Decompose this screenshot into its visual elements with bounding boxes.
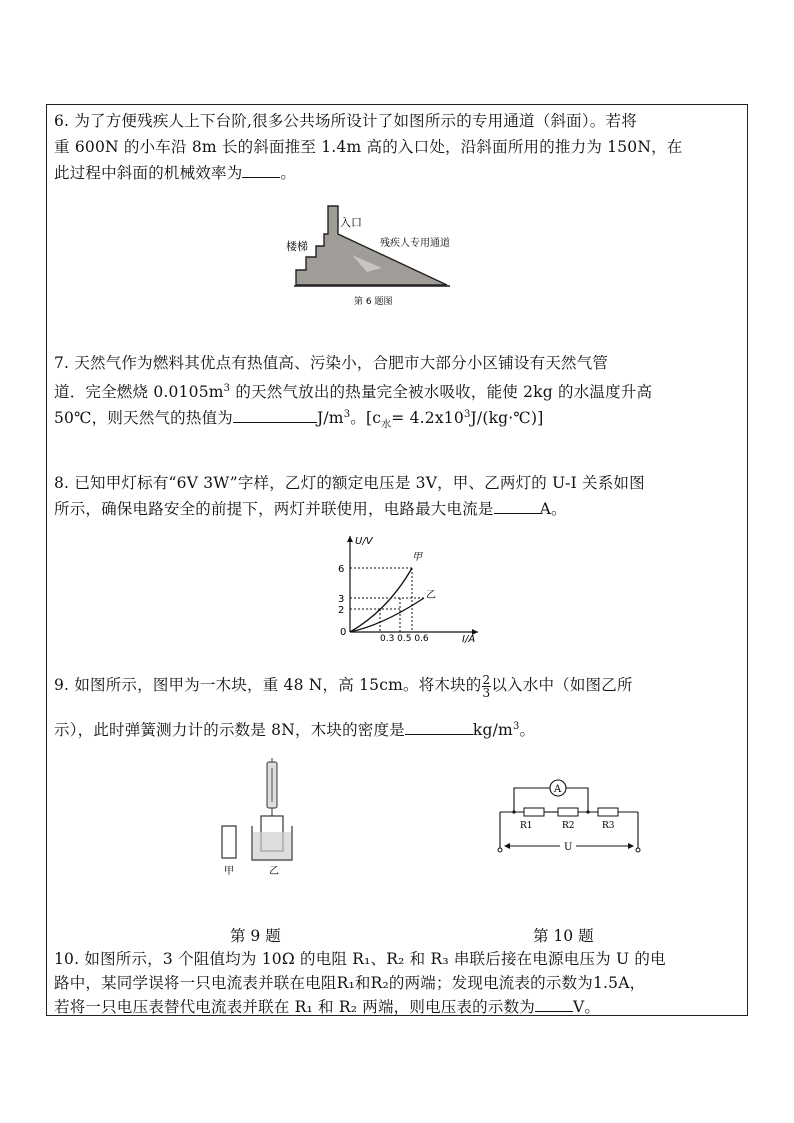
entry-label: 入口 (340, 216, 362, 229)
ui-graph (328, 530, 488, 645)
stairs-label: 楼梯 (286, 240, 308, 253)
y-tick-2: 2 (338, 605, 345, 616)
y-axis-label: U/V (355, 536, 373, 547)
r3-label: R3 (602, 821, 615, 831)
voltage-label: U (564, 842, 573, 853)
ramp-figure (286, 200, 460, 308)
label-yi: 乙 (426, 590, 436, 601)
ammeter-label: A (554, 784, 562, 795)
origin-label: 0 (340, 627, 347, 638)
resistor-r1 (524, 808, 544, 816)
answer-blank[interactable] (242, 162, 280, 178)
q10-line1: 10. 如图所示，3 个阻值均为 10Ω 的电阻 R₁、R₂ 和 R₃ 串联后接在电源电压为 U 的电 (54, 950, 666, 968)
q10-line3: 若将一只电压表替代电流表并联在 R₁ 和 R₂ 两端，则电压表的示数为 V。 (54, 998, 601, 1016)
r1-label: R1 (520, 821, 533, 831)
resistor-r3 (598, 808, 618, 816)
q6-line3: 此过程中斜面的机械效率为 。 (54, 164, 297, 182)
water (253, 832, 291, 859)
q9-line1: 9. 如图所示，图甲为一木块，重 48 N，高 15cm。将木块的 $\frac{2}{3}$ 以入水中（如图乙所 (54, 672, 633, 700)
q7-line1: 7. 天然气作为燃料其优点有热值高、污染小，合肥市大部分小区铺设有天然气管 (54, 354, 609, 372)
label-yi: 乙 (269, 866, 279, 877)
q10-circuit (494, 770, 644, 856)
y-arrow (347, 536, 353, 542)
q9-caption: 第 9 题 (230, 927, 281, 945)
q9-figure (212, 758, 322, 878)
q8-line2: 所示，确保电路安全的前提下，两灯并联使用，电路最大电流是 A。 (54, 500, 567, 518)
r2-label: R2 (562, 821, 575, 831)
x-axis-label: I/A (462, 634, 476, 645)
resistor-r2 (558, 808, 578, 816)
q9-line2: 示），此时弹簧测力计的示数是 8N，木块的密度是 $kg/m^3$。 (54, 721, 536, 740)
q6-line1: 6. 为了方便残疾人上下台阶,很多公共场所设计了如图所示的专用通道（斜面）。若将 (54, 112, 637, 130)
q6-line2: 重 600N 的小车沿 8m 长的斜面推至 1.4m 高的入口处，沿斜面所用的推力为 150N，在 (54, 138, 683, 156)
q8-line1: 8. 已知甲灯标有“6V 3W”字样，乙灯的额定电压是 3V，甲、乙两灯的 U-I 关系如图 (54, 474, 645, 492)
x-ticks: 0.3 0.5 0.6 (380, 634, 429, 644)
answer-blank[interactable] (494, 498, 540, 514)
label-jia: 甲 (224, 866, 234, 877)
q10-caption: 第 10 题 (533, 927, 594, 945)
answer-blank[interactable] (535, 996, 573, 1012)
q7-line2: 道．完全燃烧 $0.0105m^3$ 的天然气放出的热量完全被水吸收，能使 2kg 的水温度升高 (54, 383, 653, 402)
answer-blank[interactable] (405, 719, 473, 735)
q10-line2: 路中，某同学误将一只电流表并联在电阻R₁和R₂的两端；发现电流表的示数为1.5A， (54, 974, 646, 992)
y-tick-3: 3 (338, 594, 345, 605)
y-tick-6: 6 (338, 564, 345, 575)
q7-line3: 50℃，则天然气的热值为 $J/m^3$。[$c_水=$ $4.2x10^3J/(kg\cdot℃)$] (54, 409, 544, 431)
label-jia: 甲 (412, 552, 422, 563)
wood-block-jia (222, 826, 236, 858)
fraction-two-thirds: $\frac{2}{3}$ (482, 672, 491, 700)
figure-caption: 第 6 题图 (354, 297, 393, 307)
answer-blank[interactable] (233, 407, 317, 423)
ramp-label: 残疾人专用通道 (380, 238, 450, 249)
